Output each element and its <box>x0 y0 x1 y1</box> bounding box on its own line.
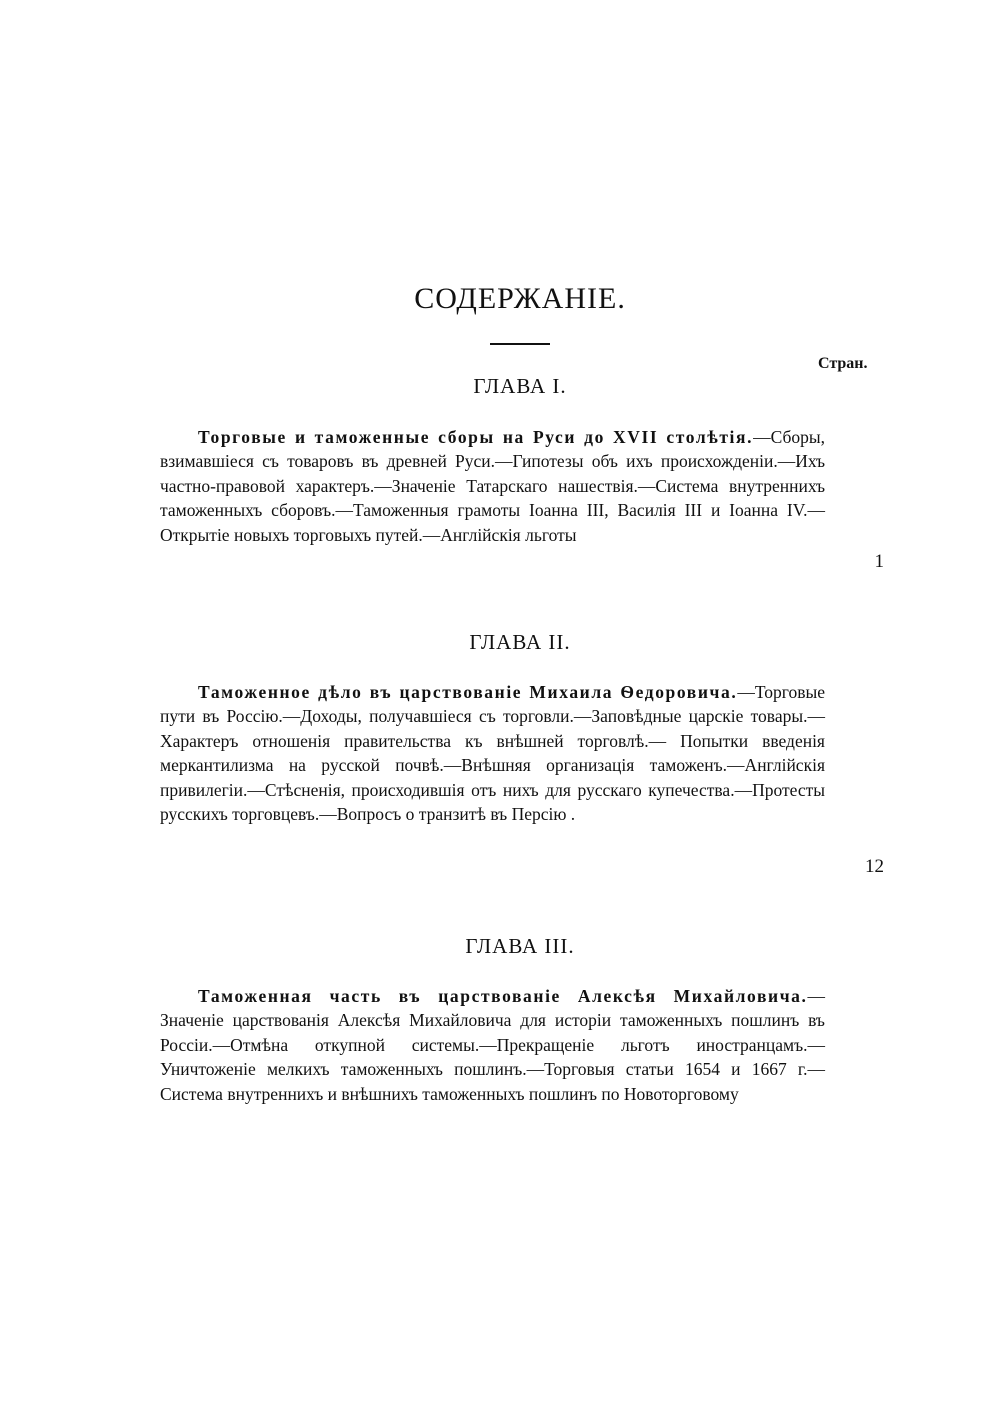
chapter-3-text: —Значеніе царствованія Алексѣя Михайловича для исторіи таможенныхъ пошлинъ въ Россіи.—Отмѣна откупной системы.—Прекращеніе льготъ иностранцамъ.—Уничтоженіе мелкихъ таможенныхъ пошлинъ.—Торговыя статьи 1654 и 1667 г.—Система внутреннихъ и внѣшнихъ таможенныхъ пошлинъ по Новоторговому <box>160 986 825 1104</box>
pages-column-label: Стран. <box>818 355 868 372</box>
chapter-1-page-number: 1 <box>874 551 884 572</box>
chapter-2-page-number: 12 <box>865 856 884 877</box>
chapter-2-text: —Торговые пути въ Россію.—Доходы, получавшіеся съ торговли.—Заповѣдные царскіе товары.—Характеръ отношенія правительства къ внѣшней торговлѣ.— Попытки введенія меркантилизма на русской почвѣ.—Внѣшняя организація таможенъ.—Англійскія привилегіи.—Стѣсненія, происходившія отъ нихъ для русскаго купечества.—Протесты русскихъ торговцевъ.—Вопросъ о транзитѣ въ Персію . <box>160 682 825 825</box>
chapter-1-summary <box>160 425 825 547</box>
page-title: СОДЕРЖАНІЕ. <box>414 282 626 315</box>
chapter-3-summary <box>160 984 825 1106</box>
chapter-1-text: —Сборы, взимавшіеся съ товаровъ въ древней Руси.—Гипотезы объ ихъ происхожденіи.—Ихъ частно-правовой характеръ.—Значеніе Татарскаго нашествія.—Система внутреннихъ таможенныхъ сборовъ.—Таможенныя грамоты Іоанна III, Василія III и Іоанна IV.—Открытіе новыхъ торговыхъ путей.—Англійскія льготы <box>160 427 825 545</box>
chapter-1-heading: ГЛАВА I. <box>473 374 567 398</box>
title-divider <box>490 343 550 345</box>
chapter-2-heading: ГЛАВА II. <box>469 630 571 654</box>
chapter-1-lead: Торговые и таможенные сборы на Руси до XVII столѣтія. <box>198 427 754 447</box>
chapter-2-summary <box>160 680 825 826</box>
chapter-3-heading: ГЛАВА III. <box>465 934 575 958</box>
chapter-2-lead: Таможенное дѣло въ царствованіе Михаила Ѳедоровича. <box>198 682 738 702</box>
chapter-3-lead: Таможенная часть въ царствованіе Алексѣя Михайловича. <box>198 986 808 1006</box>
